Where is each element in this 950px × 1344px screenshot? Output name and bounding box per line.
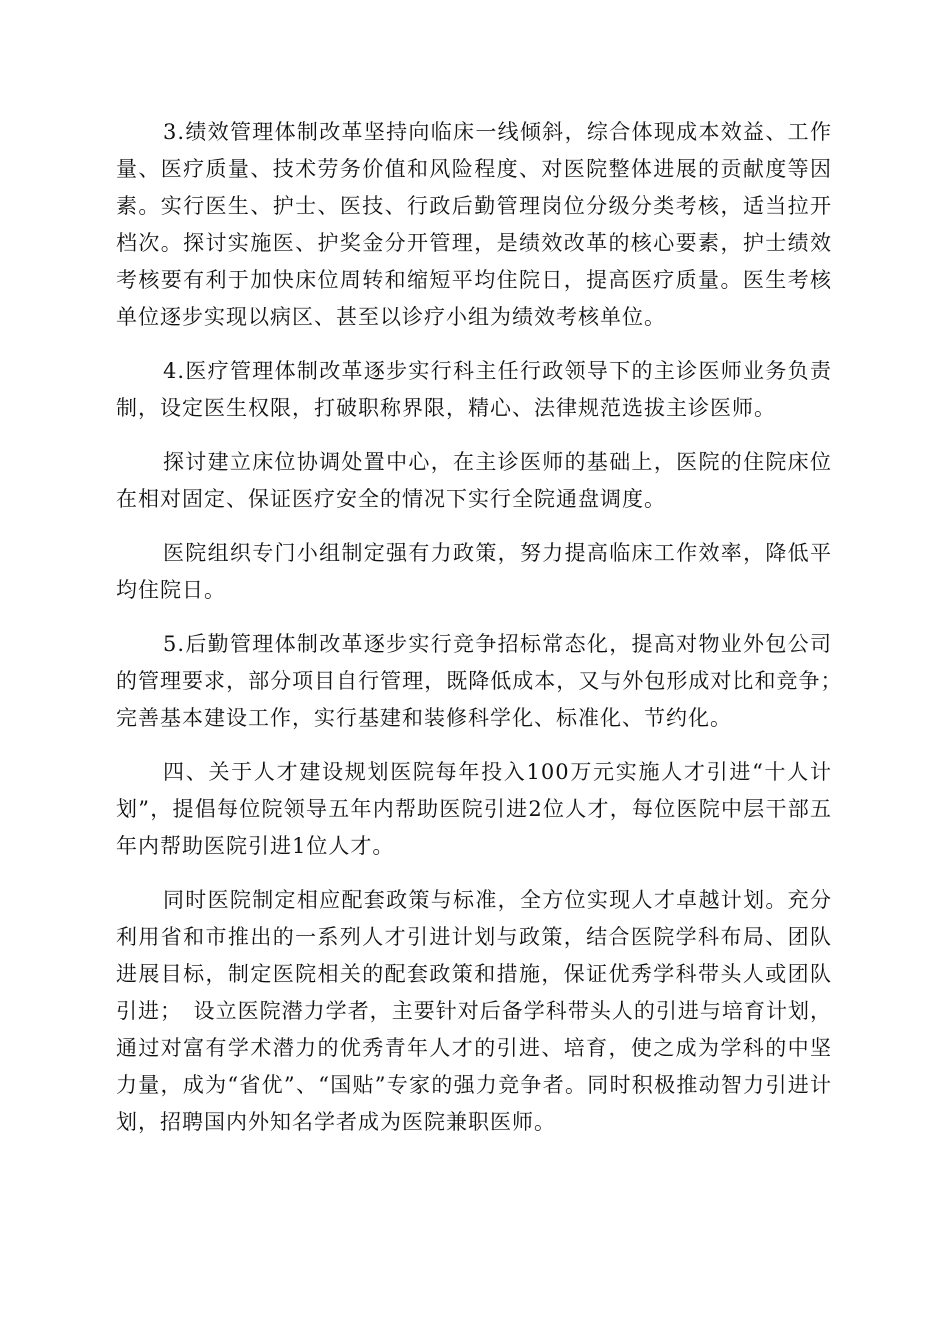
paragraph-efficiency-policy: 医院组织专门小组制定强有力政策，努力提高临床工作效率，降低平均住院日。 — [116, 541, 832, 602]
paragraph-logistics-reform: 5.后勤管理体制改革逐步实行竞争招标常态化，提高对物业外包公司的管理要求，部分项目自行管理，既降低成本，又与外包形成对比和竞争； 完善基本建设工作，实行基建和装修科学化、标准化、节约化。 — [116, 632, 854, 730]
paragraph-performance-reform: 3.绩效管理体制改革坚持向临床一线倾斜，综合体现成本效益、工作量、医疗质量、技术劳务价值和风险程度、对医院整体进展的贡献度等因素。实行医生、护士、医技、行政后勤管理岗位分级分类考核，适当拉开档次。探讨实施医、护奖金分开管理，是绩效改革的核心要素，护士绩效考核要有利于加快床位周转和缩短平均住院日，提高医疗质量。医生考核单位逐步实现以病区、甚至以诊疗小组为绩效考核单位。 — [116, 120, 832, 329]
paragraph-bed-coordination: 探讨建立床位协调处置中心，在主诊医师的基础上，医院的住院床位在相对固定、保证医疗安全的情况下实行全院通盘调度。 — [116, 450, 832, 511]
paragraph-talent-plan: 四、关于人才建设规划医院每年投入100万元实施人才引进“十人计划”，提倡每位院领导五年内帮助医院引进2位人才，每位医院中层干部五年内帮助医院引进1位人才。 — [116, 760, 832, 858]
paragraph-talent-policy: 同时医院制定相应配套政策与标准，全方位实现人才卓越计划。充分利用省和市推出的一系列人才引进计划与政策，结合医院学科布局、团队进展目标，制定医院相关的配套政策和措施，保证优秀学科带头人或团队引进； 设立医院潜力学者，主要针对后备学科带头人的引进与培育计划，通过对富有学术潜力的优秀青年人才的引进、培育，使之成为学科的中坚力量，成为“省优”、“国贴”专家的强力竞争者。同时积极推动智力引进计划，招聘国内外知名学者成为医院兼职医师。 — [116, 888, 832, 1134]
paragraph-medical-management-reform: 4.医疗管理体制改革逐步实行科主任行政领导下的主诊医师业务负责制，设定医生权限，打破职称界限，精心、法律规范选拔主诊医师。 — [116, 359, 832, 420]
document-body — [116, 114, 854, 1158]
